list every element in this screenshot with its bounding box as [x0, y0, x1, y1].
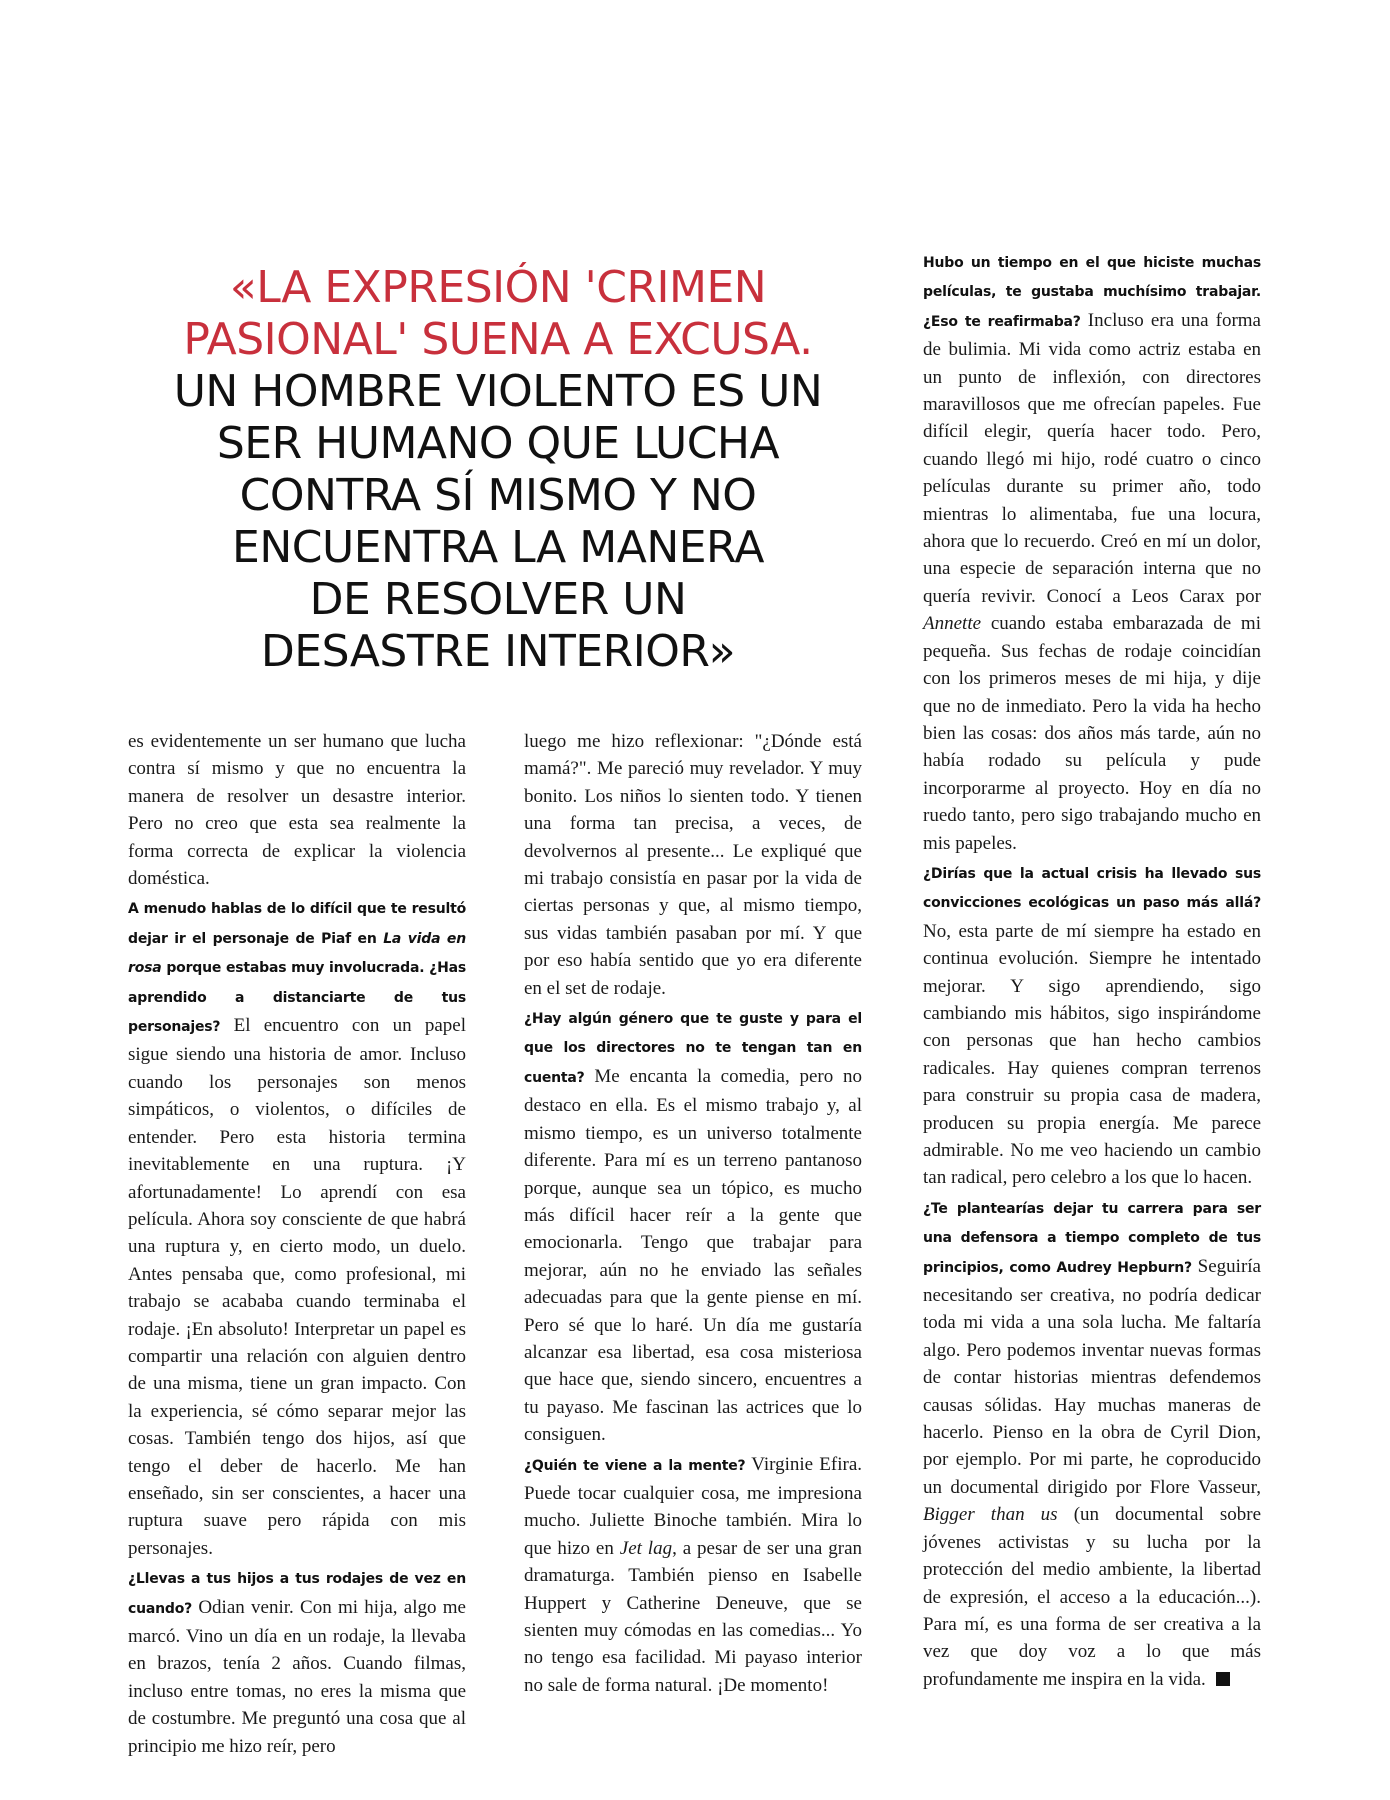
interview-question: Hubo un tiempo en el que hiciste muchas películas, te gustaba muchísimo trabajar. ¿Eso te reafirmaba? — [923, 255, 1261, 330]
pull-quote-line: DE RESOLVER UN — [309, 574, 687, 625]
interview-question: ¿Llevas a tus hijos a tus rodajes de vez en cuando? — [128, 1571, 466, 1617]
pull-quote-line: CONTRA SÍ MISMO Y NO — [239, 470, 757, 521]
film-title: Bigger than us — [923, 1504, 1058, 1526]
article-column-3 — [923, 248, 1261, 1693]
article-column-1 — [128, 728, 466, 1760]
answer-text: Incluso era una forma de bulimia. Mi vida como actriz estaba en un punto de inflexión, con directores maravillosos que me ofrecían papeles. Fue difícil elegir, quería hacer todo. Pero, cuando llegó mi hijo, rodé cuatro o cinco películas durante su primer año, todo mientras lo alimentaba, fue una locura, ahora que lo recuerdo. Creó en mí un dolor, una especie de separación interna que no quería revivir. Conocí a Leos Carax por — [923, 309, 1261, 607]
qa-paragraph — [128, 1564, 466, 1760]
pull-quote-line: DESASTRE INTERIOR» — [260, 626, 736, 677]
question-text: A menudo hablas de lo difícil que te resultó dejar ir el personaje de Piaf en — [128, 901, 466, 947]
answer-text: cuando estaba embarazada de mi pequeña. Sus fechas de rodaje coincidían con los primeros meses de mi hija, y dije que no de inmediato. Pero la vida ha hecho bien las cosas: dos años más tarde, aún no había rodado su película y pude incorporarme al proyecto. Hoy en día no ruedo tanto, pero sigo trabajando mucho en mis papeles. — [923, 613, 1261, 854]
interview-question: ¿Dirías que la actual crisis ha llevado sus convicciones ecológicas un paso más allá? — [923, 865, 1261, 912]
qa-paragraph — [923, 248, 1261, 857]
pull-quote-line: ENCUENTRA LA MANERA — [232, 522, 764, 573]
answer-text: Me encanta la comedia, pero no destaco en ella. Es el mismo trabajo y, al mismo tiempo, es un universo totalmente diferente. Para mí es un terreno pantanoso porque, aunque sea un tópico, es mucho más difícil hacer reír a la gente que emocionarla. Tengo que trabajar para mejorar, aún no he enviado las señales adecuadas para que la gente piense en mí. Pero sé que lo haré. Un día me gustaría alcanzar esa libertad, esa cosa misteriosa que hace que, siendo sincero, encuentres a tu payaso. Me fascinan las actrices que lo consiguen. — [524, 1065, 862, 1446]
qa-paragraph — [524, 1004, 862, 1449]
end-of-article-square-icon — [1216, 1672, 1230, 1686]
answer-paragraph — [128, 728, 466, 892]
pull-quote-line: SER HUMANO QUE LUCHA — [216, 418, 780, 469]
pull-quote-line: PASIONAL' SUENA A EXCUSA. — [183, 314, 813, 365]
answer-text: Virginie Efira. Puede tocar cualquier cosa, me impresiona mucho. Juliette Binoche también. Mira lo que hizo en — [524, 1453, 863, 1559]
interview-question: ¿Hay algún género que te guste y para el que los directores no te tengan tan en cuenta? — [524, 1011, 862, 1086]
film-title: Annette — [923, 613, 982, 635]
answer-text: Odian venir. Con mi hija, algo me marcó. Vino un día en un rodaje, la llevaba en brazos, tenía 2 años. Cuando filmas, incluso entre tomas, no eres la misma que de costumbre. Me preguntó una cosa que al principio me hizo reír, pero — [128, 1596, 466, 1757]
pull-quote-line: «LA EXPRESIÓN 'CRIMEN — [229, 262, 767, 313]
qa-paragraph — [128, 894, 466, 1562]
answer-text: luego me hizo reflexionar: "¿Dónde está mamá?". Me pareció muy revelador. Y muy bonito. Los niños lo sienten todo. Y tienen una forma tan precisa, a veces, de devolvernos al presente... Le expliqué que mi trabajo consistía en pasar por la vida de ciertas personas y que, al mismo tiempo, sus vidas también pasaban por mí. Y que por eso había sentido que yo era diferente en el set de rodaje. — [524, 731, 862, 999]
pull-quote-black — [118, 366, 878, 678]
film-title: Jet lag — [619, 1537, 673, 1559]
answer-text: No, esta parte de mí siempre ha estado en continua evolución. Siempre he intentado mejorar. Y sigo aprendiendo, sigo cambiando mis hábitos, sigo inspirándome con personas que han hecho cambios radicales. Hay quienes compran terrenos para construir su propia casa de madera, producen su propia energía. Me parece admirable. No me veo haciendo un cambio tan radical, pero celebro a los que lo hacen. — [923, 920, 1261, 1189]
qa-paragraph — [524, 1451, 862, 1700]
qa-paragraph — [923, 1194, 1261, 1693]
answer-text: es evidentemente un ser humano que lucha contra sí mismo y que no encuentra la manera de resolver un desastre interior. Pero no creo que esta sea realmente la forma correcta de explicar la violencia doméstica. — [128, 731, 466, 890]
article-column-2 — [524, 728, 862, 1699]
interview-question: ¿Quién te viene a la mente? — [524, 1457, 746, 1474]
film-title: La vida en rosa — [128, 930, 466, 977]
answer-text: (un documental sobre jóvenes activistas y su lucha por la protección del medio ambiente, la libertad de expresión, el acceso a la educación...). Para mí, es una forma de ser creativa a la vez que doy voz a lo que más profundamente me inspira en la vida. — [923, 1504, 1262, 1690]
pull-quote-red — [118, 262, 878, 366]
interview-question: ¿Te plantearías dejar tu carrera para ser una defensora a tiempo completo de tus principios, como Audrey Hepburn? — [923, 1200, 1261, 1276]
qa-paragraph — [923, 859, 1261, 1192]
pull-quote — [118, 262, 878, 702]
answer-text: El encuentro con un papel sigue siendo una historia de amor. Incluso cuando los personajes son menos simpáticos, o violentos, o difíciles de entender. Pero esta historia termina inevitablemente en una ruptura. ¡Y afortunadamente! Lo aprendí con esa película. Ahora soy consciente de que habrá una ruptura y, en cierto modo, un duelo. Antes pensaba que, como profesional, mi trabajo se acababa cuando terminaba el rodaje. ¡En absoluto! Interpretar un papel es compartir una relación con alguien dentro de una misma, tiene un gran impacto. Con la experiencia, sé cómo separar mejor las cosas. También tengo dos hijos, así que tengo el deber de hacerlo. Me han enseñado, sin ser conscientes, a hacer una ruptura suave pero rápida con mis personajes. — [128, 1015, 466, 1559]
answer-text: , a pesar de ser una gran dramaturga. También pienso en Isabelle Huppert y Catherine Deneuve, que se sienten muy cómodas en las comedias... Yo no tengo esa facilidad. Mi payaso interior no sale de forma natural. ¡De momento! — [524, 1537, 862, 1696]
answer-paragraph — [524, 728, 862, 1002]
question-text: porque estabas muy involucrada. ¿Has aprendido a distanciarte de tus personajes? — [128, 960, 466, 1036]
pull-quote-line: UN HOMBRE VIOLENTO ES UN — [173, 366, 823, 417]
answer-text: Seguiría necesitando ser creativa, no podría dedicar toda mi vida a una sola lucha. Me faltaría algo. Pero podemos inventar nuevas formas de contar historias mientras defendemos causas sólidas. Hay muchas maneras de hacerlo. Pienso en la obra de Cyril Dion, por ejemplo. Por mi parte, he coproducido un documental dirigido por Flore Vasseur, — [923, 1255, 1261, 1498]
